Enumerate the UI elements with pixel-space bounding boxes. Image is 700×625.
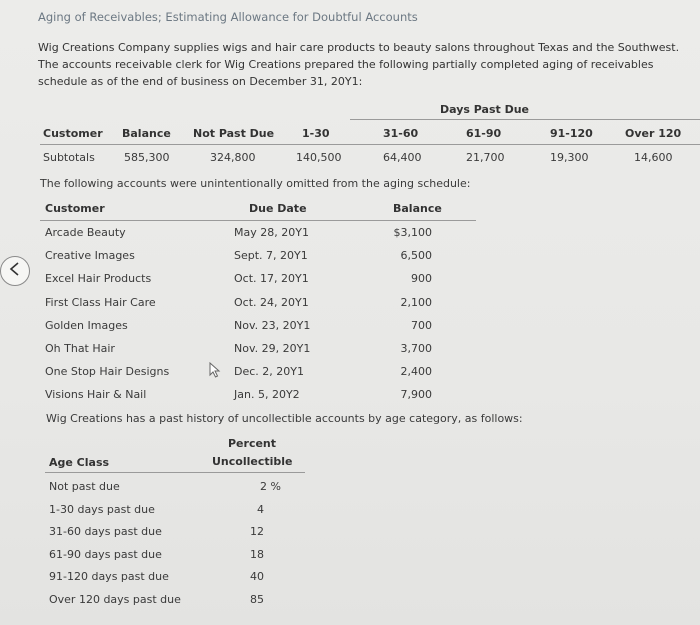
history-header-rule: [45, 472, 305, 473]
aging-header-over-120: Over 120: [625, 127, 682, 140]
omitted-cell-customer: Visions Hair & Nail: [45, 388, 147, 402]
history-cell-percent: 40: [250, 570, 264, 584]
history-header-percent: Percent: [228, 437, 277, 450]
omitted-cell-customer: Arcade Beauty: [45, 226, 126, 239]
omitted-cell-balance: 700: [411, 318, 432, 332]
aging-header-1-30: 1-30: [302, 127, 330, 140]
omitted-intro: The following accounts were unintentionally omitted from the aging schedule:: [40, 177, 471, 190]
aging-subtotal-61-90: 21,700: [466, 151, 505, 164]
mouse-pointer-icon: [209, 362, 221, 382]
days-past-due-rule: [350, 119, 700, 120]
omitted-cell-balance: 7,900: [400, 388, 432, 402]
omitted-header-balance: Balance: [393, 202, 442, 215]
omitted-cell-balance: 3,700: [400, 342, 432, 355]
history-cell-age-class: 1-30 days past due: [49, 502, 155, 516]
omitted-cell-customer: Golden Images: [45, 318, 128, 332]
aging-subtotal-1-30: 140,500: [296, 151, 342, 164]
aging-header-balance: Balance: [122, 127, 171, 140]
omitted-cell-due-date: Jan. 5, 20Y2: [234, 388, 300, 402]
aging-subtotal-31-60: 64,400: [383, 151, 422, 164]
history-cell-age-class: Not past due: [49, 480, 120, 493]
omitted-cell-balance: 6,500: [400, 249, 432, 263]
omitted-header-customer: Customer: [45, 202, 105, 215]
aging-subtotal-label: Subtotals: [43, 151, 95, 164]
omitted-cell-balance: 2,400: [400, 365, 432, 379]
history-cell-percent: 12: [250, 525, 264, 539]
omitted-header-rule: [40, 220, 476, 221]
omitted-cell-due-date: Oct. 17, 20Y1: [234, 272, 309, 286]
history-cell-percent: 18: [250, 547, 264, 561]
omitted-cell-balance: $3,100: [393, 226, 432, 239]
chevron-left-icon: [8, 261, 22, 281]
aging-header-61-90: 61-90: [466, 127, 502, 140]
aging-header-not-past-due: Not Past Due: [193, 127, 275, 140]
omitted-cell-balance: 2,100: [400, 295, 432, 309]
page-title: Aging of Receivables; Estimating Allowance for Doubtful Accounts: [38, 10, 418, 24]
history-cell-age-class: 31-60 days past due: [49, 525, 162, 539]
omitted-cell-customer: First Class Hair Care: [45, 295, 156, 309]
days-past-due-header: Days Past Due: [440, 103, 530, 116]
omitted-cell-due-date: Oct. 24, 20Y1: [234, 295, 309, 309]
history-header-age-class: Age Class: [49, 456, 110, 469]
history-cell-percent: 85: [250, 593, 264, 606]
omitted-cell-customer: Excel Hair Products: [45, 272, 152, 286]
history-intro: Wig Creations has a past history of uncollectible accounts by age category, as follows:: [46, 412, 523, 425]
aging-subtotal-not-past-due: 324,800: [210, 151, 256, 164]
aging-subtotal-91-120: 19,300: [550, 151, 589, 164]
omitted-cell-due-date: Nov. 29, 20Y1: [234, 342, 311, 355]
aging-subtotal-balance: 585,300: [124, 151, 170, 164]
omitted-cell-due-date: Dec. 2, 20Y1: [234, 365, 304, 379]
aging-header-31-60: 31-60: [383, 127, 419, 140]
omitted-cell-balance: 900: [411, 272, 432, 286]
omitted-cell-due-date: Nov. 23, 20Y1: [234, 318, 311, 332]
omitted-cell-customer: One Stop Hair Designs: [45, 365, 170, 379]
aging-subtotal-over-120: 14,600: [634, 151, 673, 164]
omitted-cell-customer: Creative Images: [45, 249, 135, 263]
intro-paragraph: Wig Creations Company supplies wigs and hair care products to beauty salons throughout Texas and the Southwest. The accounts receivable clerk for Wig Creations prepared the following partially completed aging of receivables schedule as of the end of business on December 31, 20Y1:: [38, 41, 680, 88]
history-cell-age-class: Over 120 days past due: [49, 593, 181, 606]
aging-header-customer: Customer: [43, 127, 103, 140]
omitted-cell-customer: Oh That Hair: [45, 342, 115, 355]
history-cell-percent: 2 %: [260, 480, 281, 493]
history-cell-age-class: 61-90 days past due: [49, 547, 162, 561]
history-header-uncollectible: Uncollectible: [212, 455, 293, 468]
history-cell-percent: 4: [257, 502, 264, 516]
history-cell-age-class: 91-120 days past due: [49, 570, 169, 584]
aging-header-rule: [40, 144, 700, 145]
omitted-header-due-date: Due Date: [249, 202, 307, 215]
aging-header-91-120: 91-120: [550, 127, 593, 140]
previous-button[interactable]: [0, 256, 30, 286]
omitted-cell-due-date: Sept. 7, 20Y1: [234, 249, 308, 263]
omitted-cell-due-date: May 28, 20Y1: [234, 226, 309, 239]
